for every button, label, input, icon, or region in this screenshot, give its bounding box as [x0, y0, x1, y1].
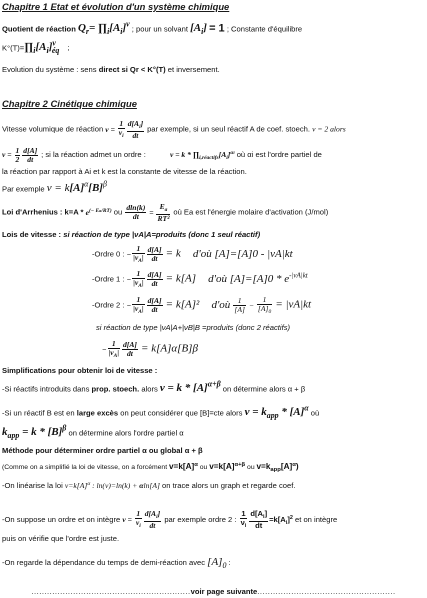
quotient-label: Quotient de réaction	[2, 24, 76, 34]
exemple-line	[2, 181, 425, 194]
simpl2-line	[2, 405, 425, 420]
arrhenius-diff: $\frac{dln(k)}{dt}$ = $\frac{E_a}{\text{RT²}}$	[126, 202, 170, 223]
demi-line: -On regarde la dépendance du temps de demi-réaction avec $[A]_0$ :	[2, 556, 231, 570]
simpl1-formula: $v = k * [A]^{\alpha+\beta}$	[159, 380, 221, 395]
methode-title: Méthode pour déterminer ordre partiel α ou global α + β	[2, 446, 203, 455]
lois-line	[2, 231, 425, 239]
chapter-1-title: Chapitre 1 Etat et évolution d'un système chimique	[2, 1, 230, 12]
two-eq: = k[A]α[B]β	[141, 342, 198, 355]
simpl2-mid: on peut considérer que [B]=cte alors	[120, 408, 243, 418]
evolution-prefix: Evolution du système : sens	[2, 65, 97, 74]
simpl2-bold: large excès	[76, 408, 119, 418]
simpl2-ou: où	[310, 408, 320, 418]
vitesse-line	[2, 120, 425, 140]
simpl3-suffix: on détermine alors l'ordre partiel α	[68, 428, 184, 438]
k-expr: K°(T)=	[2, 43, 25, 53]
qr-formula: $Q_r=$ $\prod_i[A_i]^\nu$	[77, 20, 130, 37]
ordre0-label: -Ordre 0 :	[92, 249, 125, 259]
lois-label: Lois de vitesse :	[2, 230, 62, 239]
v-ordre-formula: $v = k * \prod_{i,réactifs}[A_i]^{\alpha i}$	[169, 150, 235, 162]
ordre1-exp: -|νA|kt	[289, 271, 308, 280]
ordre2-rhs: = |νA|kt	[275, 298, 312, 311]
demi-prefix: -On regarde la dépendance du temps de demi-réaction avec	[2, 558, 206, 567]
methode-ou-1: ou	[199, 464, 208, 472]
exemple-label: Par exemple	[2, 184, 45, 194]
lin-suffix: on trace alors un graph et regarde coef.	[162, 481, 296, 490]
cond2-line: si réaction de type |νA|A+|νB|B =produits (donc 2 réactifs)	[96, 323, 291, 332]
ordre0-sol: d'où [A]=[A]0 - |νA|kt	[192, 247, 293, 260]
ordre0-line: -Ordre 0 : − $\frac{1}{|\nu_A|}$ $\frac{d[A]}{dt}$ = k d'où [A]=[A]0 - |νA|kt	[92, 244, 293, 264]
arrhenius-label: Loi d'Arrhenius : k=A *	[2, 207, 84, 217]
ordre2-sol: d'où	[211, 298, 231, 311]
simpl2-formula: $v = k_{app} * [A]^\alpha$	[244, 404, 309, 421]
ordre0-eq: = k	[165, 247, 181, 260]
evolution-line	[2, 66, 425, 74]
v-demi-formula: v = $\frac{1}{2}$ $\frac{d[A]}{dt}$	[2, 146, 38, 164]
ordre-line2: la réaction par rapport à Ai et k est la constante de vitesse de la réaction.	[2, 167, 247, 176]
ordre1-sol: d'où [A]=[A]0 * e	[208, 272, 290, 285]
solvent-formula: $[A_i]$	[190, 22, 207, 37]
methode-ou-2: ou	[247, 464, 255, 472]
kapp-formula: $k_{app} = k * [B]^\beta$	[2, 424, 67, 441]
simpl1-line	[2, 381, 425, 394]
ordre2-line: -Ordre 2 : − $\frac{1}{|\nu_A|}$ $\frac{d[A]}{dt}$ = k[A]² d'où $\frac{1}{[A]}$ − $\frac{1}{[A]_0}$ = |νA|kt	[92, 295, 312, 315]
ordre1-line: -Ordre 1 : − $\frac{1}{|\nu_A|}$ $\frac{d[A]}{dt}$ = k[A] d'où [A]=[A]0 * e-|νA|kt	[92, 269, 308, 289]
simpl3-line	[2, 425, 425, 440]
simpl2-prefix: -Si un réactif B est en	[2, 408, 75, 418]
ordre2-eq: = k[A]²	[165, 298, 200, 311]
arrhenius-suffix: où Ea est l'énergie molaire d'activation (J/mol)	[173, 207, 329, 217]
simpl1-bold: prop. stoech.	[91, 384, 140, 394]
simpl1-prefix: -Si réactifs introduits dans	[2, 384, 90, 394]
evolution-bold: direct si Qr < K°(T)	[98, 65, 166, 74]
methode-note: (Comme on a simplifié la loi de vitesse, on a forcément	[2, 464, 168, 472]
arrhenius-ou: ou	[113, 207, 123, 217]
exemple-formula: $v = k[A]^\alpha[B]^\beta$	[46, 180, 107, 195]
evolution-suffix: et inversement.	[167, 65, 220, 74]
ordre1-label: -Ordre 1 :	[92, 274, 125, 284]
quotient-mid: ; pour un solvant	[131, 24, 188, 34]
footer-text: voir page suivante	[190, 587, 258, 596]
ordre-mid: ; si la réaction admet un ordre :	[41, 150, 146, 160]
quotient-line	[2, 21, 425, 36]
vitesse-nu: ν = 2 alors	[312, 124, 346, 134]
int-suffix: et on intègre	[295, 514, 338, 524]
simpl1-suffix: on détermine alors α + β	[222, 384, 306, 394]
k-line: $K^\circ(T)=\prod_i[A_i]^\nu_{éq}$ ;	[2, 39, 70, 56]
two-reactifs-eq: − $\frac{1}{|\nu_A|}$ $\frac{d[A]}{dt}$ = k[A]α[B]β	[102, 339, 198, 359]
lin-prefix: -On linéarise la loi	[2, 481, 63, 490]
lin-line: -On linéarise la loi $v=k[A]^\alpha$ : ln(v)=ln(k) + αln[A] on trace alors un graph et regarde coef.	[2, 481, 296, 490]
lois-cond: si réaction de type |νA|A=produits (donc 1 seul réactif)	[63, 230, 261, 239]
simpl1-mid: alors	[141, 384, 158, 394]
arrhenius-exp: $e^{(- Ea/RT)}$	[85, 207, 112, 217]
ordre-suffix: où αi est l'ordre partiel de	[236, 150, 322, 160]
ordre-line	[2, 147, 425, 164]
int-line2: puis on vérifie que l'ordre est juste.	[2, 534, 120, 543]
int-line: -On suppose un ordre et on intègre v = $\frac{1}{\nu_i}$ $\frac{d[A_i]}{dt}$ par exemple ordre 2 : $\frac{1}{\nu_i}$ $\frac{d[A_i]}{dt}$ $=k[A_i]^2$ et on intègre	[2, 509, 338, 530]
footer-line: .............................................................voir page suivante.....................................................	[31, 587, 396, 596]
simpl-title: Simplifications pour obtenir loi de vitesse :	[2, 366, 158, 375]
ordre2-label: -Ordre 2 :	[92, 300, 125, 310]
int-prefix: -On suppose un ordre et on intègre	[2, 514, 121, 524]
vitesse-label: Vitesse volumique de réaction	[2, 124, 104, 134]
ordre1-eq: = k[A]	[165, 272, 197, 285]
demi-suffix: :	[228, 558, 231, 567]
k-formula: $\prod_i[A_i]^\nu_{éq}$	[24, 39, 60, 56]
methode-note-line: (Comme on a simplifié la loi de vitesse, on a forcément $v=k[A]^\alpha$ ou $v=k[A]^{\alpha+\beta}$ ou $v=k_{app}[A]^\alpha$)	[2, 462, 299, 474]
solvent-eq: = 1	[209, 22, 225, 35]
int-mid: par exemple ordre 2 :	[164, 514, 237, 524]
vitesse-formula: v = $\frac{1}{\nu_i}$ $\frac{d[A_i]}{dt}$	[105, 119, 144, 140]
chapter-2-title: Chapitre 2 Cinétique chimique	[2, 98, 137, 109]
vitesse-suffix: par exemple, si un seul réactif A de coef. stoech.	[147, 124, 310, 134]
equilibre-label: ; Constante d'équilibre	[226, 24, 303, 34]
arrhenius-line	[2, 203, 425, 223]
